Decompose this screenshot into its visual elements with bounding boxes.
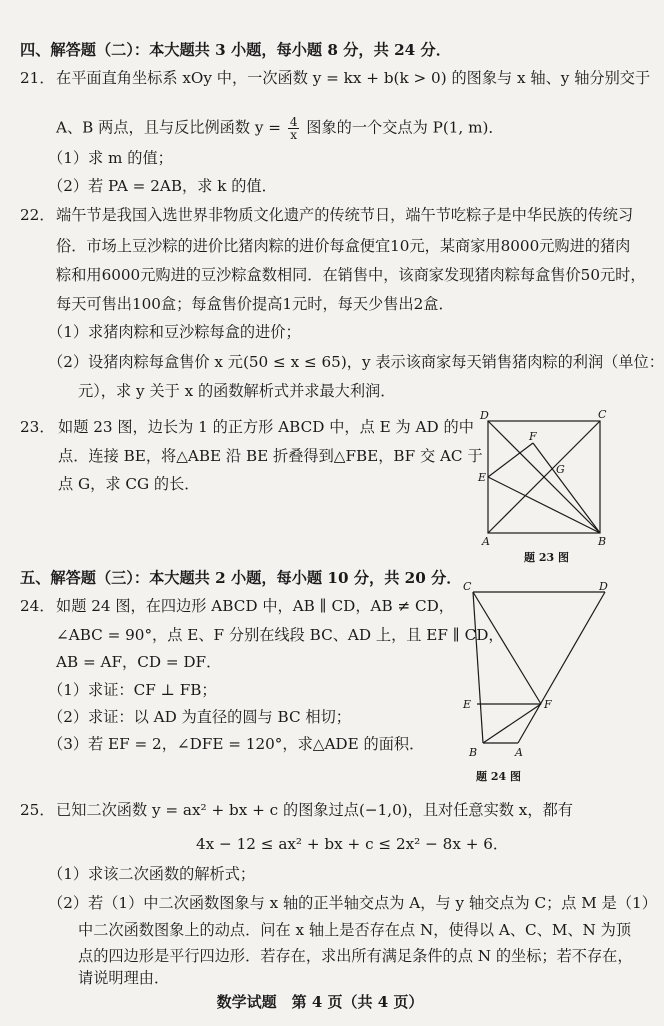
q21-number: 21． [20, 69, 55, 87]
section-5-heading: 五、解答题（三）：本大题共 2 小题，每小题 10 分，共 20 分． [20, 569, 462, 587]
figure-24 [455, 578, 608, 763]
figure-24-caption: 题 24 图 [476, 770, 521, 783]
q23-line1: 如题 23 图，边长为 1 的正方形 ABCD 中，点 E 为 AD 的中 [58, 418, 474, 436]
q21-line2 [56, 116, 504, 141]
q21-fraction [288, 116, 300, 141]
figure-23 [470, 405, 620, 555]
q24-line3: AB = AF，CD = DF． [56, 653, 222, 671]
q22-line2: 俗．市场上豆沙粽的进价比猪肉粽的进价每盒便宜10元，某商家用8000元购进的猪肉 [56, 237, 631, 255]
fig23-label-f: F [529, 430, 537, 443]
segment-cb [473, 592, 483, 743]
fig24-label-e: E [463, 698, 472, 711]
figure-24-svg [455, 578, 608, 763]
segment-cf [473, 592, 541, 704]
fig23-label-b: B [598, 535, 607, 548]
q24-number: 24． [20, 597, 55, 615]
fig23-label-e: E [478, 471, 487, 484]
figure-23-caption: 题 23 图 [524, 551, 569, 564]
q22-part1: （1）求猪肉粽和豆沙粽每盒的进价； [48, 323, 301, 341]
q21-fraction-numerator: 4 [289, 115, 298, 129]
q22-line1: 端午节是我国入选世界非物质文化遗产的传统节日，端午节吃粽子是中华民族的传统习 [56, 206, 634, 224]
q25-part2a: （2）若（1）中二次函数图象与 x 轴的正半轴交点为 A，与 y 轴交点为 C；点 M 是（1） [48, 894, 657, 912]
q22-line3: 粽和用6000元购进的豆沙粽盒数相同．在销售中，该商家发现猪肉粽每盒售价50元时， [56, 266, 646, 284]
q25-part2d: 请说明理由． [78, 969, 170, 987]
q23-line2: 点．连接 BE，将△ABE 沿 BE 折叠得到△FBE，BF 交 AC 于 [58, 447, 483, 465]
q22-number: 22． [20, 206, 55, 224]
fig23-label-d: D [480, 409, 489, 422]
q24-part1: （1）求证：CF ⊥ FB； [48, 681, 217, 699]
fig24-label-b: B [469, 746, 478, 759]
q24-part2: （2）求证：以 AD 为直径的圆与 BC 相切； [48, 708, 351, 726]
q24-part3: （3）若 EF = 2，∠DFE = 120°，求△ADE 的面积． [48, 735, 425, 753]
q25-part1: （1）求该二次函数的解析式； [48, 865, 256, 883]
q21-line2b: 图象的一个交点为 P(1, m)． [306, 118, 504, 137]
q25-line1: 已知二次函数 y = ax² + bx + c 的图象过点(−1,0)，且对任意实数 x，都有 [56, 801, 573, 819]
page-footer: 数学试题 第 4 页（共 4 页） [216, 993, 424, 1011]
fig24-label-d: D [599, 580, 608, 593]
q22-part2b: 元），求 y 关于 x 的函数解析式并求最大利润． [78, 382, 396, 400]
figure-23-svg [470, 405, 620, 555]
fig24-label-a: A [515, 746, 523, 759]
q21-fraction-denominator: x [290, 128, 298, 142]
fig23-label-c: C [598, 408, 607, 421]
fig23-label-a: A [482, 535, 490, 548]
q23-line3: 点 G，求 CG 的长． [58, 475, 200, 493]
q24-line2: ∠ABC = 90°，点 E、F 分别在线段 BC、AD 上，且 EF ∥ CD， [56, 626, 504, 644]
q25-part2b: 中二次函数图象上的动点．问在 x 轴上是否存在点 N，使得以 A、C、M、N 为顶 [78, 921, 632, 939]
segment-da [518, 592, 605, 743]
q23-number: 23． [20, 418, 55, 436]
section-4-heading: 四、解答题（二）：本大题共 3 小题，每小题 8 分，共 24 分． [20, 41, 451, 59]
fig23-label-g: G [556, 463, 565, 476]
segment-bf [483, 704, 541, 743]
q25-number: 25． [20, 801, 55, 819]
fig24-label-f: F [544, 698, 552, 711]
fig24-label-c: C [463, 580, 472, 593]
q21-line1: 在平面直角坐标系 xOy 中，一次函数 y = kx + b(k > 0) 的图象与 x 轴、y 轴分别交于 [56, 69, 651, 87]
q25-formula: 4x − 12 ≤ ax² + bx + c ≤ 2x² − 8x + 6． [196, 835, 509, 853]
q22-line4: 每天可售出100盒；每盒售价提高1元时，每天少售出2盒． [56, 295, 454, 313]
q21-part2: （2）若 PA = 2AB，求 k 的值． [48, 177, 277, 195]
segment-fb [533, 443, 600, 533]
q25-part2c: 点的四边形是平行四边形．若存在，求出所有满足条件的点 N 的坐标；若不存在， [78, 947, 633, 965]
segment-eb [488, 477, 600, 533]
q24-line1: 如题 24 图，在四边形 ABCD 中，AB ∥ CD，AB ≠ CD， [56, 597, 454, 615]
q22-part2a: （2）设猪肉粽每盒售价 x 元(50 ≤ x ≤ 65)，y 表示该商家每天销售猪肉粽的利润（单位： [48, 353, 664, 371]
q21-part1: （1）求 m 的值； [48, 149, 173, 167]
q21-line2a: A、B 两点，且与反比例函数 y = [56, 118, 281, 137]
